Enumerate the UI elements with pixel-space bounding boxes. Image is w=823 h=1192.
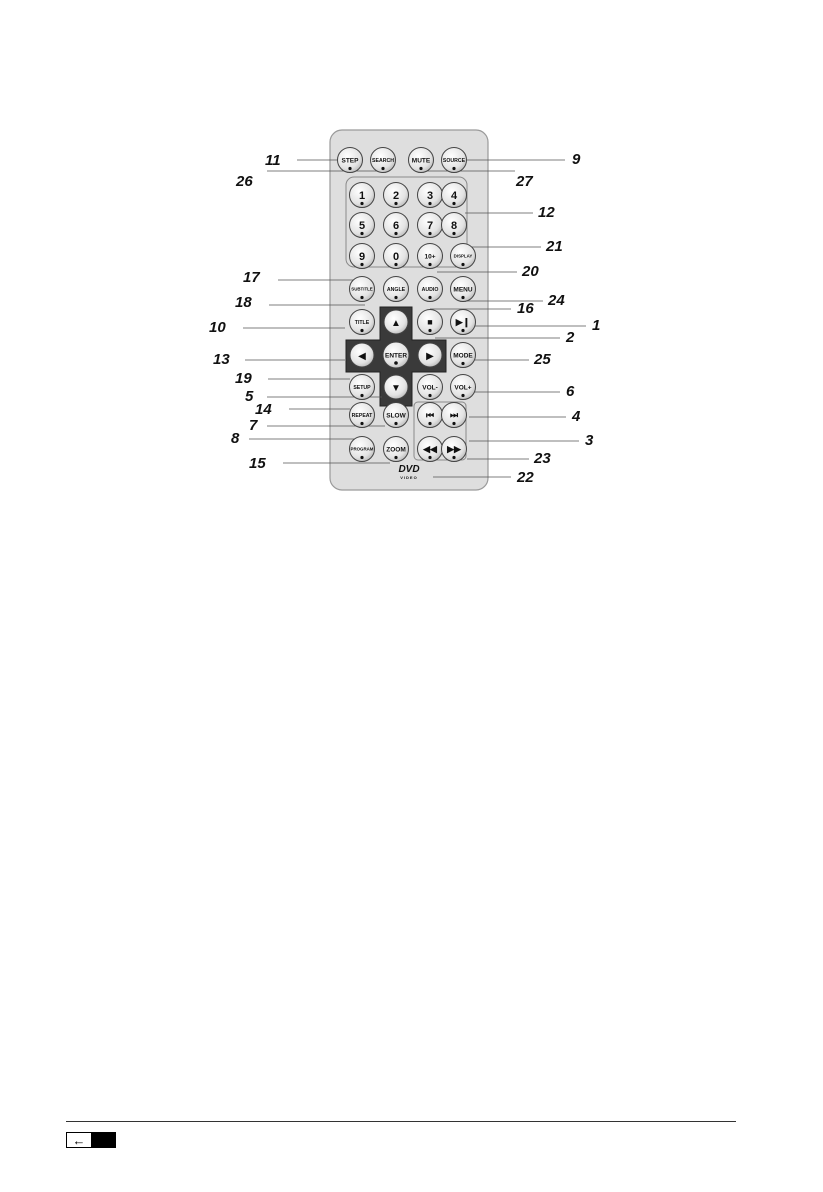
nav-left-arrow: ◀: [358, 351, 366, 362]
n5-dot: [360, 232, 363, 235]
callout-11: 11: [265, 152, 281, 169]
stop-dot: [428, 329, 431, 332]
mode-label: MODE: [453, 352, 473, 360]
fast-forward-dot: [452, 456, 455, 459]
zoom-label: ZOOM: [386, 446, 406, 454]
callout-4: 4: [572, 408, 581, 425]
angle-label: ANGLE: [386, 286, 406, 293]
callout-2: 2: [566, 329, 575, 346]
callout-20: 20: [522, 263, 539, 280]
angle-dot: [394, 296, 397, 299]
menu-dot: [461, 296, 464, 299]
source-dot: [452, 167, 455, 170]
audio-dot: [428, 296, 431, 299]
n2-label: 2: [392, 190, 400, 202]
fast-forward-label: ▶▶: [447, 444, 461, 455]
callout-16: 16: [517, 300, 534, 317]
callout-7: 7: [249, 417, 258, 434]
n10plus-dot: [428, 263, 431, 266]
source-label: SOURCE: [442, 157, 466, 164]
n8-label: 8: [450, 220, 458, 232]
n2-dot: [394, 202, 397, 205]
remote-control-diagram: [205, 125, 615, 495]
callout-26: 26: [236, 173, 253, 190]
nav-down-arrow: ▼: [391, 383, 401, 394]
callout-3: 3: [585, 432, 594, 449]
search-label: SEARCH: [372, 157, 394, 164]
nav-right-arrow: ▶: [426, 351, 434, 362]
next-label: ⏭: [449, 410, 459, 421]
callout-22: 22: [517, 469, 534, 486]
enter-label: ENTER: [384, 352, 408, 360]
play-pause-dot: [461, 329, 464, 332]
callout-12: 12: [538, 204, 555, 221]
prev-label: ⏮: [425, 410, 435, 421]
search-dot: [381, 167, 384, 170]
n7-label: 7: [426, 220, 434, 232]
n0-dot: [394, 263, 397, 266]
callout-15: 15: [249, 455, 266, 472]
rewind-label: ◀◀: [423, 444, 437, 455]
callout-5: 5: [245, 388, 254, 405]
repeat-dot: [360, 422, 363, 425]
vol-plus-dot: [461, 394, 464, 397]
audio-label: AUDIO: [421, 286, 439, 293]
step-dot: [348, 167, 351, 170]
callout-8: 8: [231, 430, 240, 447]
n0-label: 0: [392, 251, 400, 263]
step-label: STEP: [341, 157, 359, 165]
next-dot: [452, 422, 455, 425]
subtitle-dot: [360, 296, 363, 299]
title-dot: [360, 329, 363, 332]
menu-label: MENU: [453, 286, 473, 294]
n6-dot: [394, 232, 397, 235]
callout-27: 27: [516, 173, 533, 190]
display-label: DISPLAY: [453, 253, 473, 259]
callout-23: 23: [534, 450, 551, 467]
repeat-label: REPEAT: [351, 412, 373, 419]
vol-plus-label: VOL+: [454, 384, 472, 392]
back-arrow-icon: ←: [72, 1132, 86, 1148]
n10plus-label: 10+: [424, 253, 436, 261]
dvd-logo: DVD: [398, 464, 420, 475]
title-label: TITLE: [354, 319, 370, 326]
n3-dot: [428, 202, 431, 205]
slow-label: SLOW: [386, 412, 406, 420]
callout-25: 25: [534, 351, 551, 368]
play-pause-label: ▶❙: [455, 317, 471, 328]
vol-minus-label: VOL-: [422, 384, 438, 392]
n4-label: 4: [450, 190, 458, 202]
n9-dot: [360, 263, 363, 266]
callout-13: 13: [213, 351, 230, 368]
callout-1: 1: [592, 317, 601, 334]
callout-17: 17: [243, 269, 260, 286]
n6-label: 6: [392, 220, 400, 232]
mute-dot: [419, 167, 422, 170]
back-button[interactable]: [66, 1132, 116, 1148]
zoom-dot: [394, 456, 397, 459]
callout-21: 21: [546, 238, 563, 255]
prev-dot: [428, 422, 431, 425]
callout-24: 24: [548, 292, 565, 309]
footer-rule: [66, 1121, 736, 1122]
callout-6: 6: [566, 383, 575, 400]
n4-dot: [452, 202, 455, 205]
slow-dot: [394, 422, 397, 425]
dvd-logo-sub: VIDEO: [400, 475, 418, 480]
program-dot: [360, 456, 363, 459]
callout-9: 9: [572, 151, 581, 168]
n9-label: 9: [358, 251, 366, 263]
callout-14: 14: [255, 401, 272, 418]
subtitle-label: SUBTITLE: [351, 286, 373, 292]
setup-label: SETUP: [353, 384, 371, 391]
n5-label: 5: [358, 220, 366, 232]
n1-label: 1: [358, 190, 366, 202]
callout-19: 19: [235, 370, 252, 387]
n3-label: 3: [426, 190, 434, 202]
callout-10: 10: [209, 319, 226, 336]
display-dot: [461, 263, 464, 266]
setup-dot: [360, 394, 363, 397]
program-label: PROGRAM: [350, 446, 374, 452]
mode-dot: [461, 362, 464, 365]
n1-dot: [360, 202, 363, 205]
stop-label: ■: [427, 317, 433, 328]
enter-dot: [394, 361, 398, 365]
rewind-dot: [428, 456, 431, 459]
mute-label: MUTE: [411, 157, 431, 165]
n7-dot: [428, 232, 431, 235]
nav-up-arrow: ▲: [391, 318, 401, 329]
callout-18: 18: [235, 294, 252, 311]
vol-minus-dot: [428, 394, 431, 397]
back-button-fill: [91, 1133, 115, 1147]
n8-dot: [452, 232, 455, 235]
